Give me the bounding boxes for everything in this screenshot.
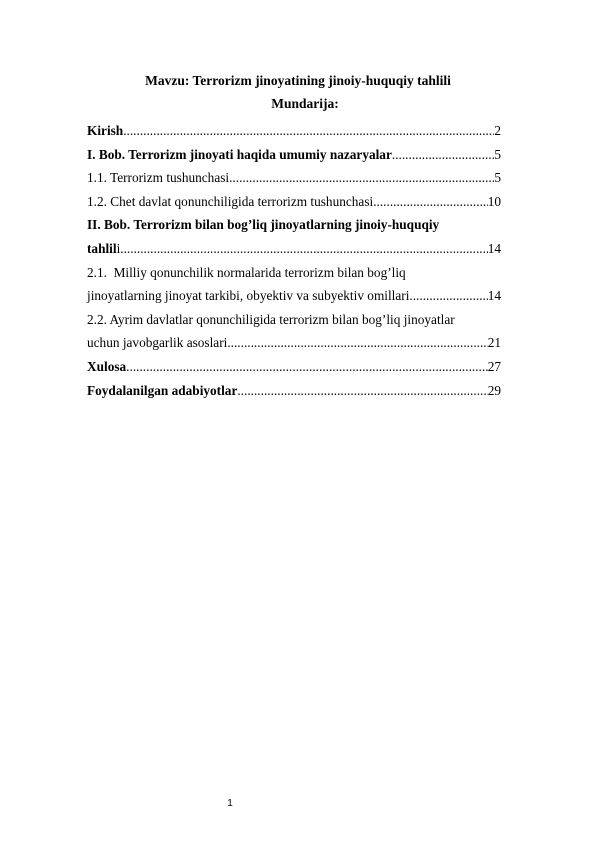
toc-entry-label: tahlil <box>87 240 117 256</box>
toc-entry-page: 27 <box>487 358 501 374</box>
table-of-contents <box>87 119 501 402</box>
toc-entry-page: 5 <box>494 170 501 186</box>
toc-entry-label: Kirish <box>87 123 124 138</box>
toc-entry-label-tail: i <box>116 240 121 256</box>
toc-entry-chapter-2[interactable] <box>87 237 501 261</box>
toc-entry-page: 29 <box>487 382 501 398</box>
toc-entry-section-2-2-line1[interactable] <box>87 308 501 332</box>
toc-entry-label: Xulosa <box>87 358 127 374</box>
toc-entry-label: Foydalanilgan adabiyotlar <box>87 382 238 398</box>
toc-entry-chapter-2-line1[interactable] <box>87 213 501 237</box>
toc-leader-dots <box>373 190 488 214</box>
toc-entry-references[interactable] <box>87 379 501 403</box>
toc-leader-dots <box>123 119 494 143</box>
toc-entry-chapter-1[interactable] <box>87 143 501 167</box>
toc-leader-dots <box>392 143 494 167</box>
toc-entry-section-2-1[interactable] <box>87 284 501 308</box>
toc-entry-label: uchun javobgarlik asoslari <box>87 335 228 351</box>
toc-entry-section-2-2[interactable] <box>87 331 501 355</box>
toc-entry-section-1-2[interactable] <box>87 190 501 214</box>
toc-leader-dots <box>227 331 487 355</box>
toc-entry-page: 5 <box>494 146 501 162</box>
toc-leader-dots <box>126 355 488 379</box>
toc-heading: Mundarija: <box>271 96 339 111</box>
toc-entry-label: 2.1. Milliy qonunchilik normalarida terrorizm bilan bog’liq <box>87 264 406 280</box>
toc-entry-label: II. Bob. Terrorizm bilan bog’liq jinoyatlarning jinoiy-huquqiy <box>87 217 440 233</box>
toc-entry-label: 1.1. Terrorizm tushunchasi <box>87 170 230 186</box>
toc-entry-section-1-1[interactable] <box>87 166 501 190</box>
toc-entry-page: 14 <box>487 240 501 256</box>
toc-entry-label: I. Bob. Terrorizm jinoyati haqida umumiy nazaryalar <box>87 146 392 162</box>
toc-leader-dots <box>237 379 487 403</box>
toc-entry-kirish[interactable] <box>87 119 501 143</box>
toc-leader-dots <box>409 284 487 308</box>
toc-entry-section-2-1-line1[interactable] <box>87 261 501 285</box>
toc-entry-label: jinoyatlarning jinoyat tarkibi, obyektiv va subyektiv omillari <box>87 288 410 304</box>
toc-entry-page: 2 <box>494 123 501 138</box>
toc-entry-xulosa[interactable] <box>87 355 501 379</box>
toc-leader-dots <box>120 237 487 261</box>
toc-entry-page: 10 <box>487 193 501 209</box>
toc-entry-label: 2.2. Ayrim davlatlar qonunchiligida terrorizm bilan bog’liq jinoyatlar <box>87 311 455 327</box>
document-title: Mavzu: Terrorizm jinoyatining jinoiy-huquqiy tahlili <box>145 73 451 88</box>
toc-entry-page: 21 <box>487 335 501 351</box>
toc-entry-page: 14 <box>487 288 501 304</box>
toc-entry-label: 1.2. Chet davlat qonunchiligida terrorizm tushunchasi <box>87 193 374 209</box>
toc-leader-dots <box>229 166 494 190</box>
page-number: 1 <box>227 798 233 809</box>
